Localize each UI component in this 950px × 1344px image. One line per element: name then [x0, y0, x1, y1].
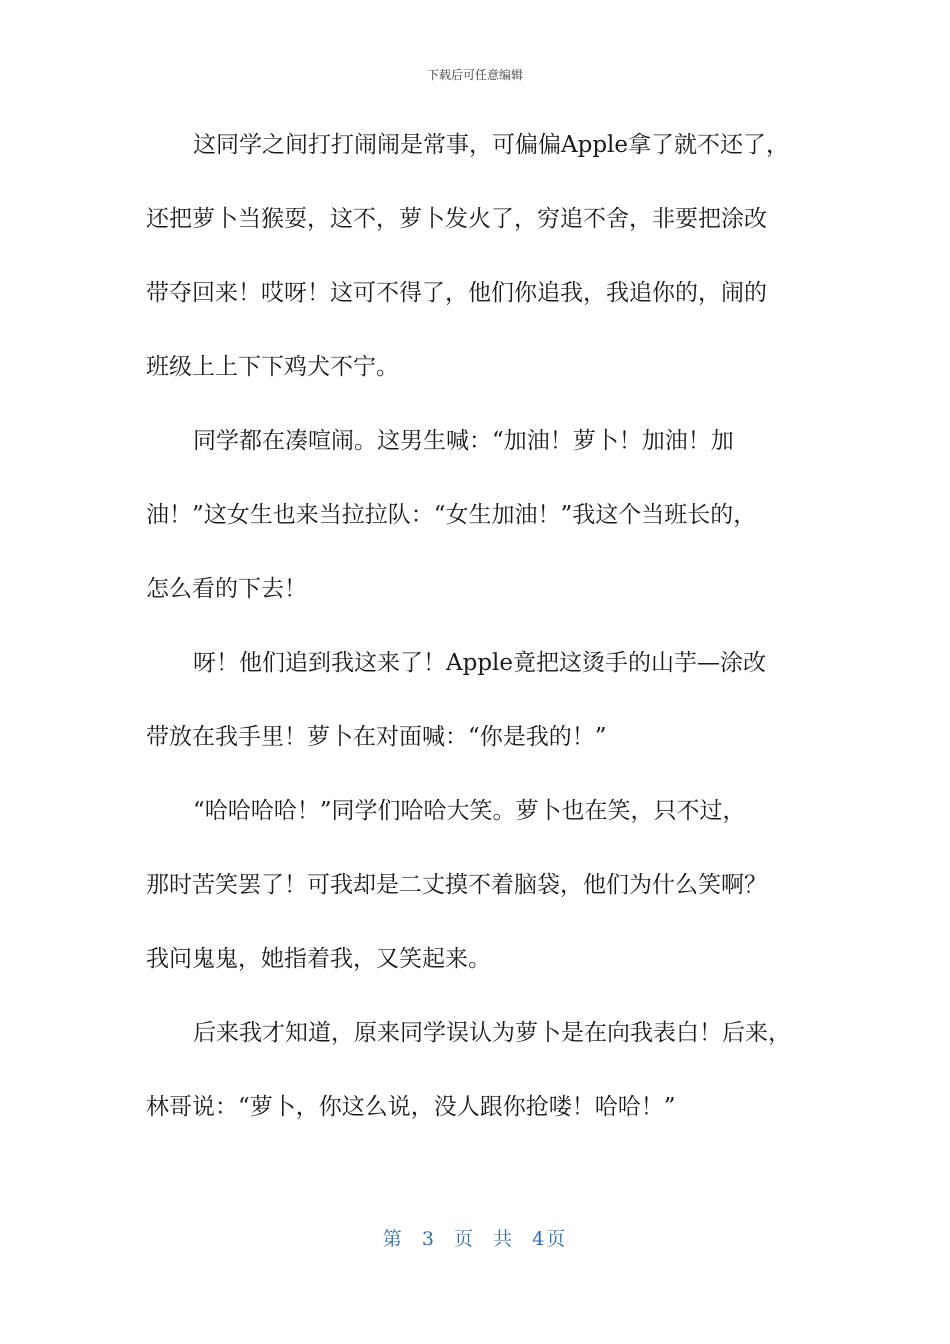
- footer-di: 第: [382, 1228, 404, 1250]
- text-line: 后来我才知道，原来同学误认为萝卜是在向我表白！后来，: [193, 1020, 791, 1046]
- text-line: 这同学之间打打闹闹是常事，可偏偏Apple拿了就不还了，: [193, 132, 790, 158]
- text-line: 带放在我手里！萝卜在对面喊：“你是我的！”: [146, 724, 607, 750]
- footer-ye: 页: [453, 1228, 475, 1250]
- text-line: 我问鬼鬼，她指着我，又笑起来。: [146, 946, 491, 972]
- text-line: 那时苦笑罢了！可我却是二丈摸不着脑袋，他们为什么笑啊？: [146, 872, 767, 898]
- text-line: 带夺回来！哎呀！这可不得了，他们你追我，我追你的，闹的: [146, 280, 767, 306]
- page-header: 下载后可任意编辑: [426, 68, 523, 82]
- footer-gong: 共: [493, 1228, 515, 1250]
- text-line: 林哥说：“萝卜，你这么说，没人跟你抢喽！哈哈！”: [146, 1094, 676, 1120]
- footer-total-pages: 4页: [532, 1228, 568, 1250]
- footer-page-number: 3: [421, 1228, 436, 1250]
- text-line: 油！”这女生也来当拉拉队：“女生加油！”我这个当班长的，: [146, 502, 757, 528]
- document-body: [146, 120, 816, 1156]
- text-line: 怎么看的下去！: [146, 576, 307, 602]
- text-line: 呀！他们追到我这来了！Apple竟把这烫手的山芋—涂改: [193, 650, 767, 676]
- text-line: 班级上上下下鸡犬不宁。: [146, 354, 399, 380]
- text-line: 还把萝卜当猴耍，这不，萝卜发火了，穷追不舍，非要把涂改: [146, 206, 767, 232]
- text-line: 同学都在凑喧闹。这男生喊：“加油！萝卜！加油！加: [193, 428, 734, 454]
- page-footer: [0, 1224, 950, 1251]
- text-line: “哈哈哈哈！”同学们哈哈大笑。萝卜也在笑，只不过，: [193, 798, 746, 824]
